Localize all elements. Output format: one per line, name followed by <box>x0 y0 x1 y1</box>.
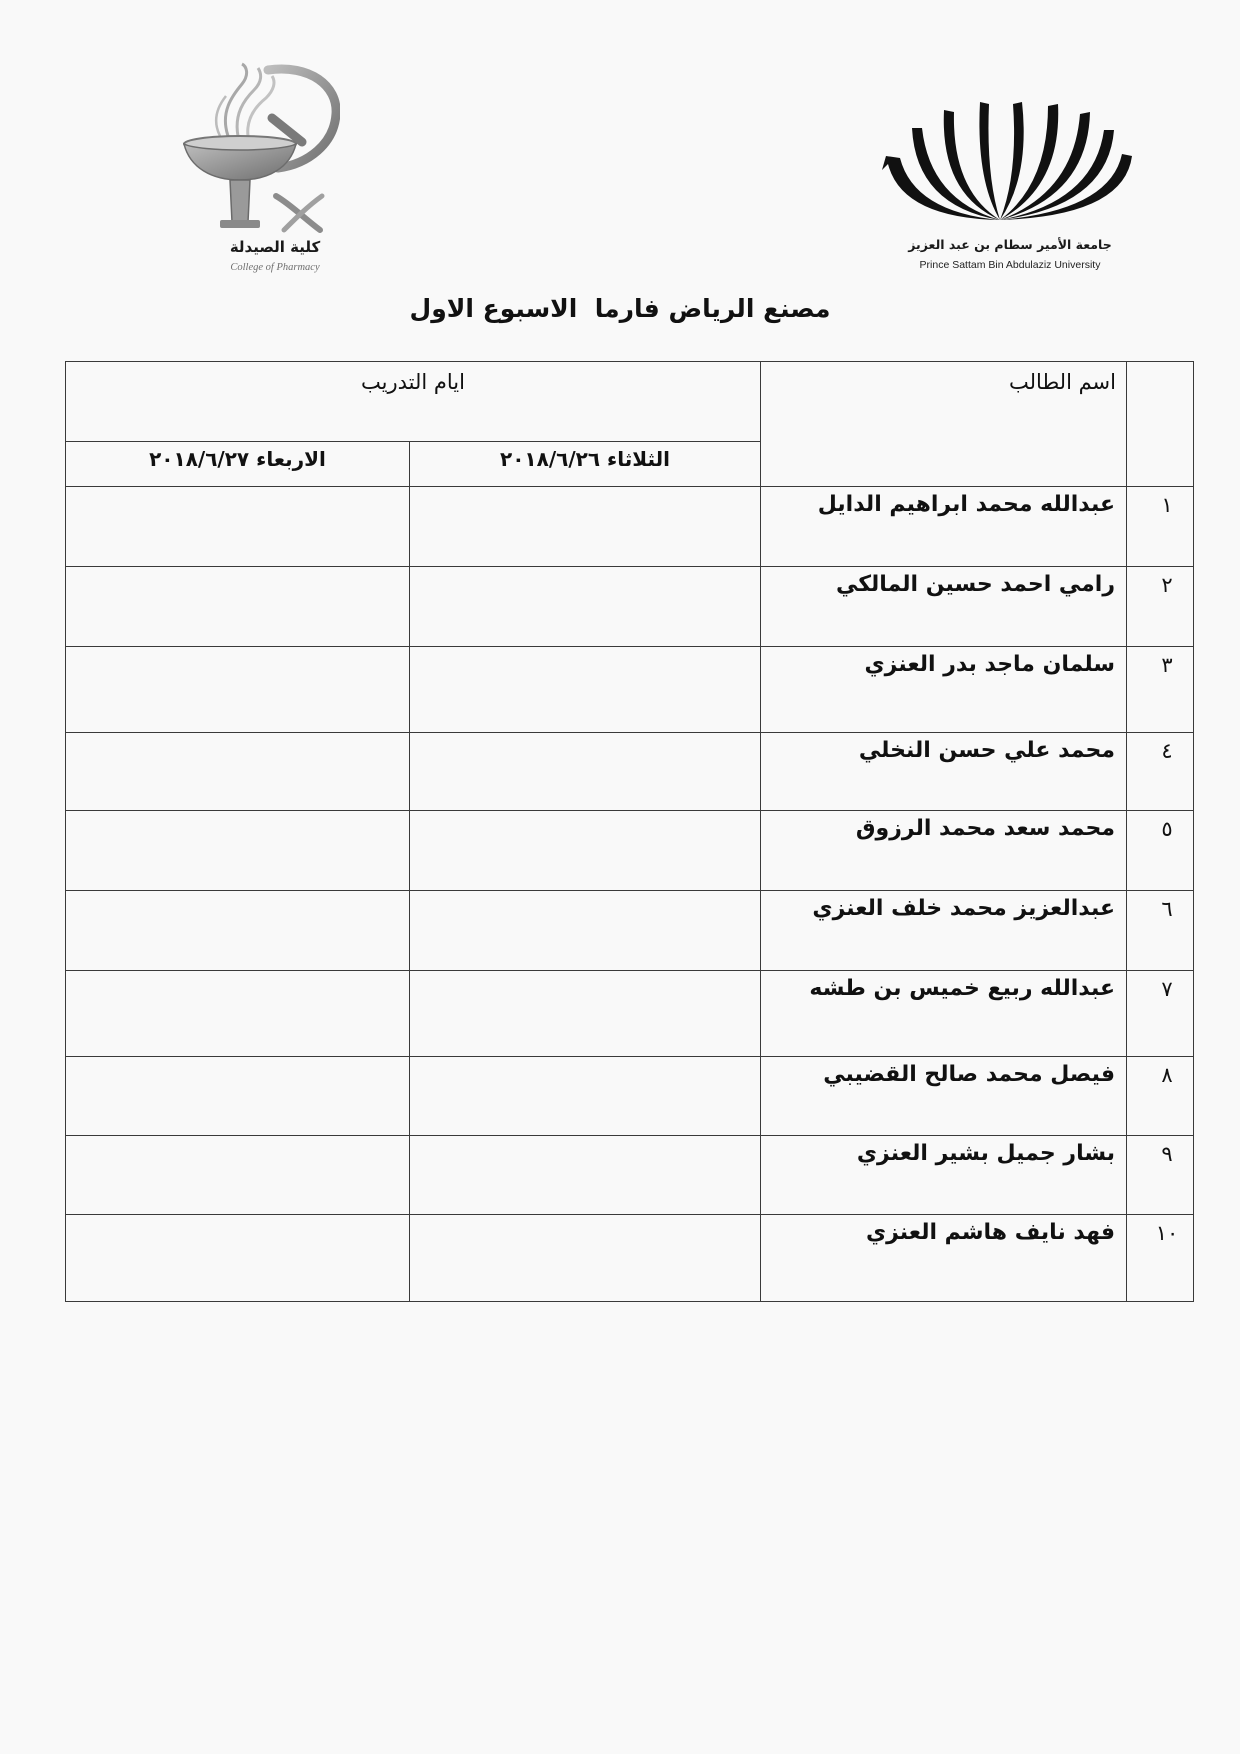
student-name: محمد علي حسن النخلي <box>761 733 1127 811</box>
row-number: ٦ <box>1127 891 1194 971</box>
wednesday-cell <box>66 733 410 811</box>
university-logo <box>880 100 1140 280</box>
student-name: رامي احمد حسين المالكي <box>761 567 1127 647</box>
wednesday-cell <box>66 971 410 1057</box>
college-name-english: College of Pharmacy <box>230 262 320 273</box>
wednesday-cell <box>66 567 410 647</box>
student-name: فهد نايف هاشم العنزي <box>761 1215 1127 1302</box>
student-name: محمد سعد محمد الرزوق <box>761 811 1127 891</box>
student-name: سلمان ماجد بدر العنزي <box>761 647 1127 733</box>
page-title: مصنع الرياض فارما الاسبوع الاول <box>409 294 831 323</box>
tuesday-cell <box>410 647 761 733</box>
university-name-arabic: جامعة الأمير سطام بن عبد العزيز <box>908 237 1112 252</box>
row-number: ٨ <box>1127 1057 1194 1136</box>
tuesday-cell <box>410 487 761 567</box>
wednesday-cell <box>66 647 410 733</box>
row-number: ٤ <box>1127 733 1194 811</box>
table-row <box>66 1136 1194 1215</box>
student-name: عبدالعزيز محمد خلف العنزي <box>761 891 1127 971</box>
wednesday-cell <box>66 891 410 971</box>
wednesday-cell <box>66 1136 410 1215</box>
student-name: فيصل محمد صالح القضيبي <box>761 1057 1127 1136</box>
table-row <box>66 647 1194 733</box>
row-number: ١ <box>1127 487 1194 567</box>
student-name: عبدالله ربيع خميس بن طشه <box>761 971 1127 1057</box>
student-name: عبدالله محمد ابراهيم الدايل <box>761 487 1127 567</box>
open-book-rays-icon <box>880 100 1140 228</box>
college-name-arabic: كلية الصيدلة <box>229 238 321 256</box>
tuesday-cell <box>410 733 761 811</box>
row-number: ٣ <box>1127 647 1194 733</box>
wednesday-cell <box>66 487 410 567</box>
college-of-pharmacy-logo <box>180 62 340 282</box>
row-number: ١٠ <box>1127 1215 1194 1302</box>
training-attendance-table <box>65 361 1194 1302</box>
tuesday-cell <box>410 811 761 891</box>
table-row <box>66 971 1194 1057</box>
student-name-header: اسم الطالب <box>761 362 1127 487</box>
wednesday-cell <box>66 811 410 891</box>
table-row <box>66 567 1194 647</box>
tuesday-cell <box>410 1215 761 1302</box>
row-number: ٧ <box>1127 971 1194 1057</box>
row-number: ٥ <box>1127 811 1194 891</box>
university-name-english: Prince Sattam Bin Abdulaziz University <box>919 259 1101 271</box>
table-row <box>66 811 1194 891</box>
tuesday-cell <box>410 567 761 647</box>
table-row <box>66 487 1194 567</box>
row-number: ٢ <box>1127 567 1194 647</box>
training-days-header: ايام التدريب <box>66 362 761 442</box>
number-header-cell <box>1127 362 1194 487</box>
table-row <box>66 891 1194 971</box>
tuesday-cell <box>410 891 761 971</box>
table-row <box>66 1215 1194 1302</box>
tuesday-cell <box>410 971 761 1057</box>
row-number: ٩ <box>1127 1136 1194 1215</box>
tuesday-cell <box>410 1136 761 1215</box>
wednesday-cell <box>66 1215 410 1302</box>
tuesday-date-header: الثلاثاء ٢٠١٨/٦/٢٦ <box>410 442 761 487</box>
wednesday-cell <box>66 1057 410 1136</box>
table-row <box>66 733 1194 811</box>
wednesday-date-header: الاربعاء ٢٠١٨/٦/٢٧ <box>66 442 410 487</box>
mortar-pestle-rx-icon <box>180 62 340 242</box>
table-row <box>66 1057 1194 1136</box>
student-name: بشار جميل بشير العنزي <box>761 1136 1127 1215</box>
table-header-row <box>66 362 1194 442</box>
tuesday-cell <box>410 1057 761 1136</box>
